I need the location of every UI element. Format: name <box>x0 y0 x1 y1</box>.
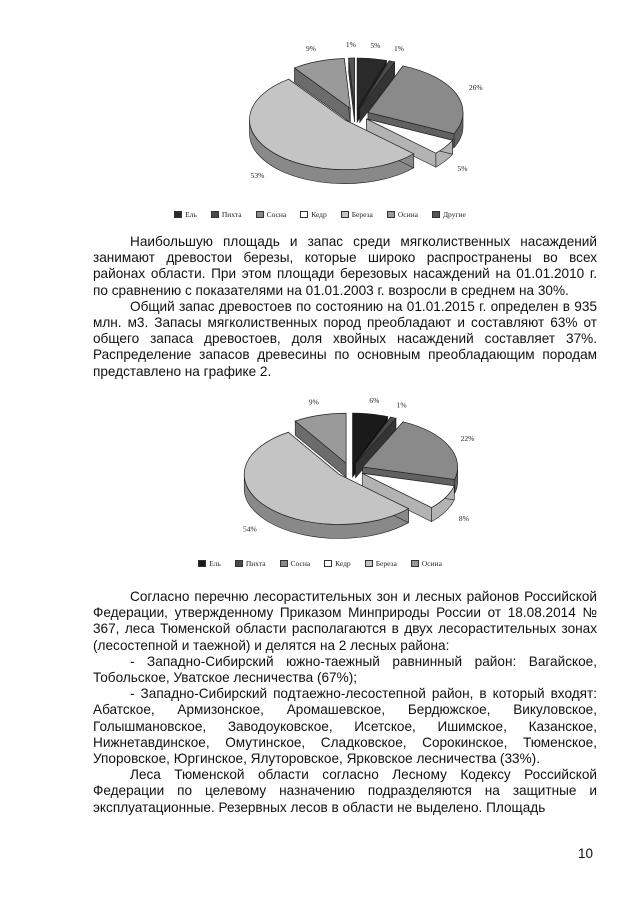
legend-label: Кедр <box>335 559 351 568</box>
pie-data-label: 1% <box>394 44 405 54</box>
pie-chart-1 <box>0 40 640 210</box>
legend-swatch <box>256 211 264 218</box>
legend-swatch <box>365 560 373 567</box>
legend-swatch <box>432 211 440 218</box>
legend-entry <box>235 559 266 568</box>
legend-label: Кедр <box>311 210 327 219</box>
legend-label: Береза <box>351 210 373 219</box>
legend-label: Береза <box>375 559 397 568</box>
pie-data-label: 26% <box>468 82 483 92</box>
legend-entry <box>341 210 373 219</box>
legend-entry <box>387 210 418 219</box>
legend-entry <box>280 559 311 568</box>
page-number: 10 <box>577 846 593 861</box>
legend-swatch <box>324 560 332 567</box>
legend-entry <box>365 559 397 568</box>
list-item-south-taiga: - Западно-Сибирский южно-таежный равнинный район: Вагайское, Тобольское, Уватское лесничества (67%); <box>93 653 597 686</box>
pie-data-label: 53% <box>250 170 265 180</box>
legend-label: Другие <box>442 210 466 219</box>
pie-data-label: 5% <box>370 40 381 50</box>
legend-swatch <box>387 211 395 218</box>
legend-swatch <box>211 211 219 218</box>
pie-data-label: 9% <box>308 398 319 407</box>
legend-label: Осина <box>397 210 418 219</box>
legend-label: Ель <box>209 559 221 568</box>
legend-entry <box>324 559 351 568</box>
legend-entry <box>198 559 221 568</box>
pie-data-label: 1% <box>345 40 356 50</box>
legend-swatch <box>300 211 308 218</box>
paragraph-forest-purpose: Леса Тюменской области согласно Лесному Кодексу Российской Федерации по целевому назначению подразделяются на защитные и эксплуатационные. Резервных лесов в области не выделено. Площадь <box>93 767 597 815</box>
legend-entry <box>300 210 327 219</box>
legend-entry <box>411 559 442 568</box>
pie-data-label: 8% <box>458 513 469 523</box>
pie-data-label: 1% <box>396 400 407 410</box>
text-block-1 <box>93 234 597 380</box>
text-block-2 <box>93 589 597 816</box>
legend-entry <box>174 210 197 219</box>
pie-data-label: 54% <box>243 524 257 534</box>
legend-label: Сосна <box>266 210 287 219</box>
legend-label: Ель <box>185 210 197 219</box>
legend-label: Пихта <box>245 559 266 568</box>
legend-entry <box>211 210 242 219</box>
legend-swatch <box>235 560 243 567</box>
paragraph-forest-zones: Согласно перечню лесорастительных зон и лесных районов Российской Федерации, утвержденному Приказом Минприроды России от 18.08.2014 № 367, леса Тюменской области располагаются в двух лесорастительных зонах (лесостепной и таежной) и делятся на 2 лесных района: <box>93 589 597 653</box>
legend-entry <box>432 210 466 219</box>
legend-swatch <box>198 560 206 567</box>
pie-data-label: 5% <box>457 164 468 174</box>
legend-swatch <box>280 560 288 567</box>
legend-label: Пихта <box>221 210 242 219</box>
legend-swatch <box>174 211 182 218</box>
legend-label: Сосна <box>290 559 311 568</box>
paragraph-birch-area: Наибольшую площадь и запас среди мягколиственных насаждений занимают древостои березы, которые широко распространены во всех районах области. При этом площади березовых насаждений на 01.01.2010 г. по сравнению с показателями на 01.01.2003 г. возросли в среднем на 30%. <box>93 234 597 298</box>
legend-entry <box>256 210 287 219</box>
pie-chart-2-svg <box>0 398 640 560</box>
legend-swatch <box>341 211 349 218</box>
pie-data-label: 9% <box>305 44 316 54</box>
pie-chart-1-svg <box>0 40 640 210</box>
paragraph-total-stock: Общий запас древостоев по состоянию на 01.01.2015 г. определен в 935 млн. м3. Запасы мягколиственных пород преобладают и составляют 63% от общего запаса древостоев, доля хвойных насаждений составляет 37%. Распределение запасов древесины по основным преобладающим породам представлено на графике 2. <box>93 298 597 379</box>
pie-chart-2-legend <box>0 559 640 568</box>
pie-chart-2 <box>0 398 640 560</box>
legend-swatch <box>411 560 419 567</box>
pie-data-label: 6% <box>369 398 380 406</box>
legend-label: Осина <box>421 559 442 568</box>
pie-data-label: 22% <box>460 434 475 444</box>
list-item-subtaiga-steppe: - Западно-Сибирский подтаежно-лесостепной район, в который входят: Абатское, Армизонское, Аромашевское, Бердюжское, Викуловское, Голышмановское, Заводоуковское, Исетское, Ишимское, Казанское, Нижнетавдинское, Омутинское, Сладковское, Сорокинское, Тюменское, Упоровское, Юргинское, Ялуторовское, Ярковское лесничества (33%). <box>93 686 597 767</box>
pie-chart-1-legend <box>0 210 640 219</box>
